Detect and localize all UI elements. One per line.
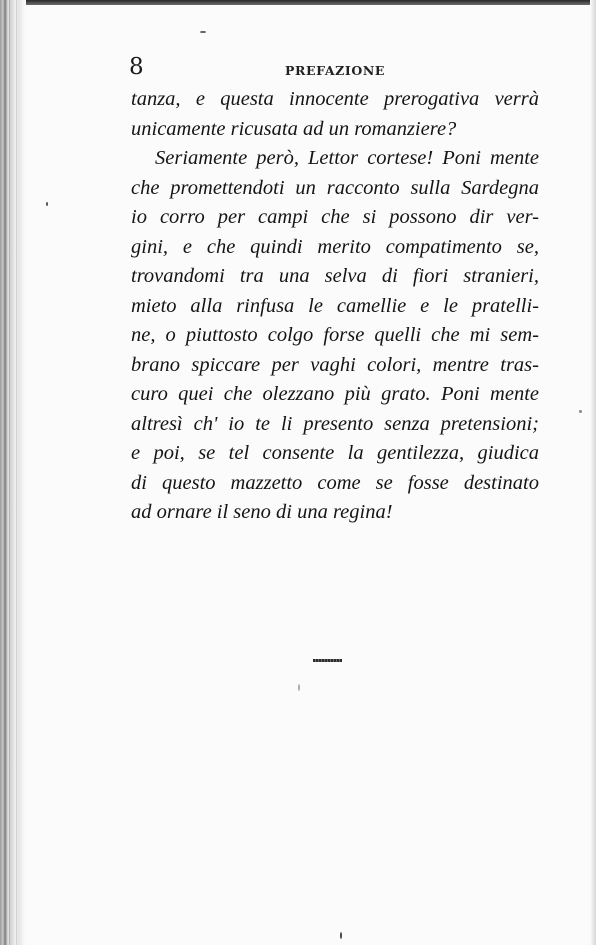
text-line: curo quei che olezzano più grato. Poni mente <box>131 383 539 405</box>
text-line: e poi, se tel consente la gentilezza, giudica <box>131 442 539 464</box>
running-head: PREFAZIONE <box>285 63 385 78</box>
ink-speck <box>200 31 206 33</box>
ink-speck <box>340 932 342 939</box>
ink-speck <box>298 684 300 691</box>
text-line: brano spiccare per vaghi colori, mentre tras- <box>131 353 539 376</box>
gutter-line <box>9 0 10 945</box>
text-line: io corro per campi che si possono dir ver- <box>131 206 539 228</box>
text-line: tanza, e questa innocente prerogativa verrà <box>131 88 539 110</box>
text-line: altresì ch' io te li presento senza pretensioni; <box>131 412 539 435</box>
ink-speck <box>46 202 48 206</box>
text-line: di questo mazzetto come se fosse destinato <box>131 471 539 494</box>
scan-right-edge <box>590 0 596 945</box>
text-line: mieto alla rinfusa le camellie e le pratelli- <box>131 294 539 317</box>
page-number: 8 <box>129 54 144 80</box>
ink-speck <box>579 410 582 413</box>
text-line: ne, o piuttosto colgo forse quelli che mi sem- <box>131 324 539 346</box>
text-line: ad ornare il seno di una regina! <box>131 501 393 523</box>
text-line: che promettendoti un racconto sulla Sardegna <box>131 176 539 199</box>
scan-top-edge <box>0 0 596 5</box>
text-line: trovandomi tra una selva di fiori stranieri, <box>131 265 539 287</box>
text-line: unicamente ricusata ad un romanziere? <box>131 117 457 140</box>
gutter-line <box>4 0 5 945</box>
text-line: gini, e che quindi merito compatimento se, <box>131 235 539 258</box>
gutter-line <box>16 0 17 945</box>
body-text <box>131 85 539 528</box>
text-line: Seriamente però, Lettor cortese! Poni mente <box>155 147 539 169</box>
section-ornament <box>313 659 342 662</box>
